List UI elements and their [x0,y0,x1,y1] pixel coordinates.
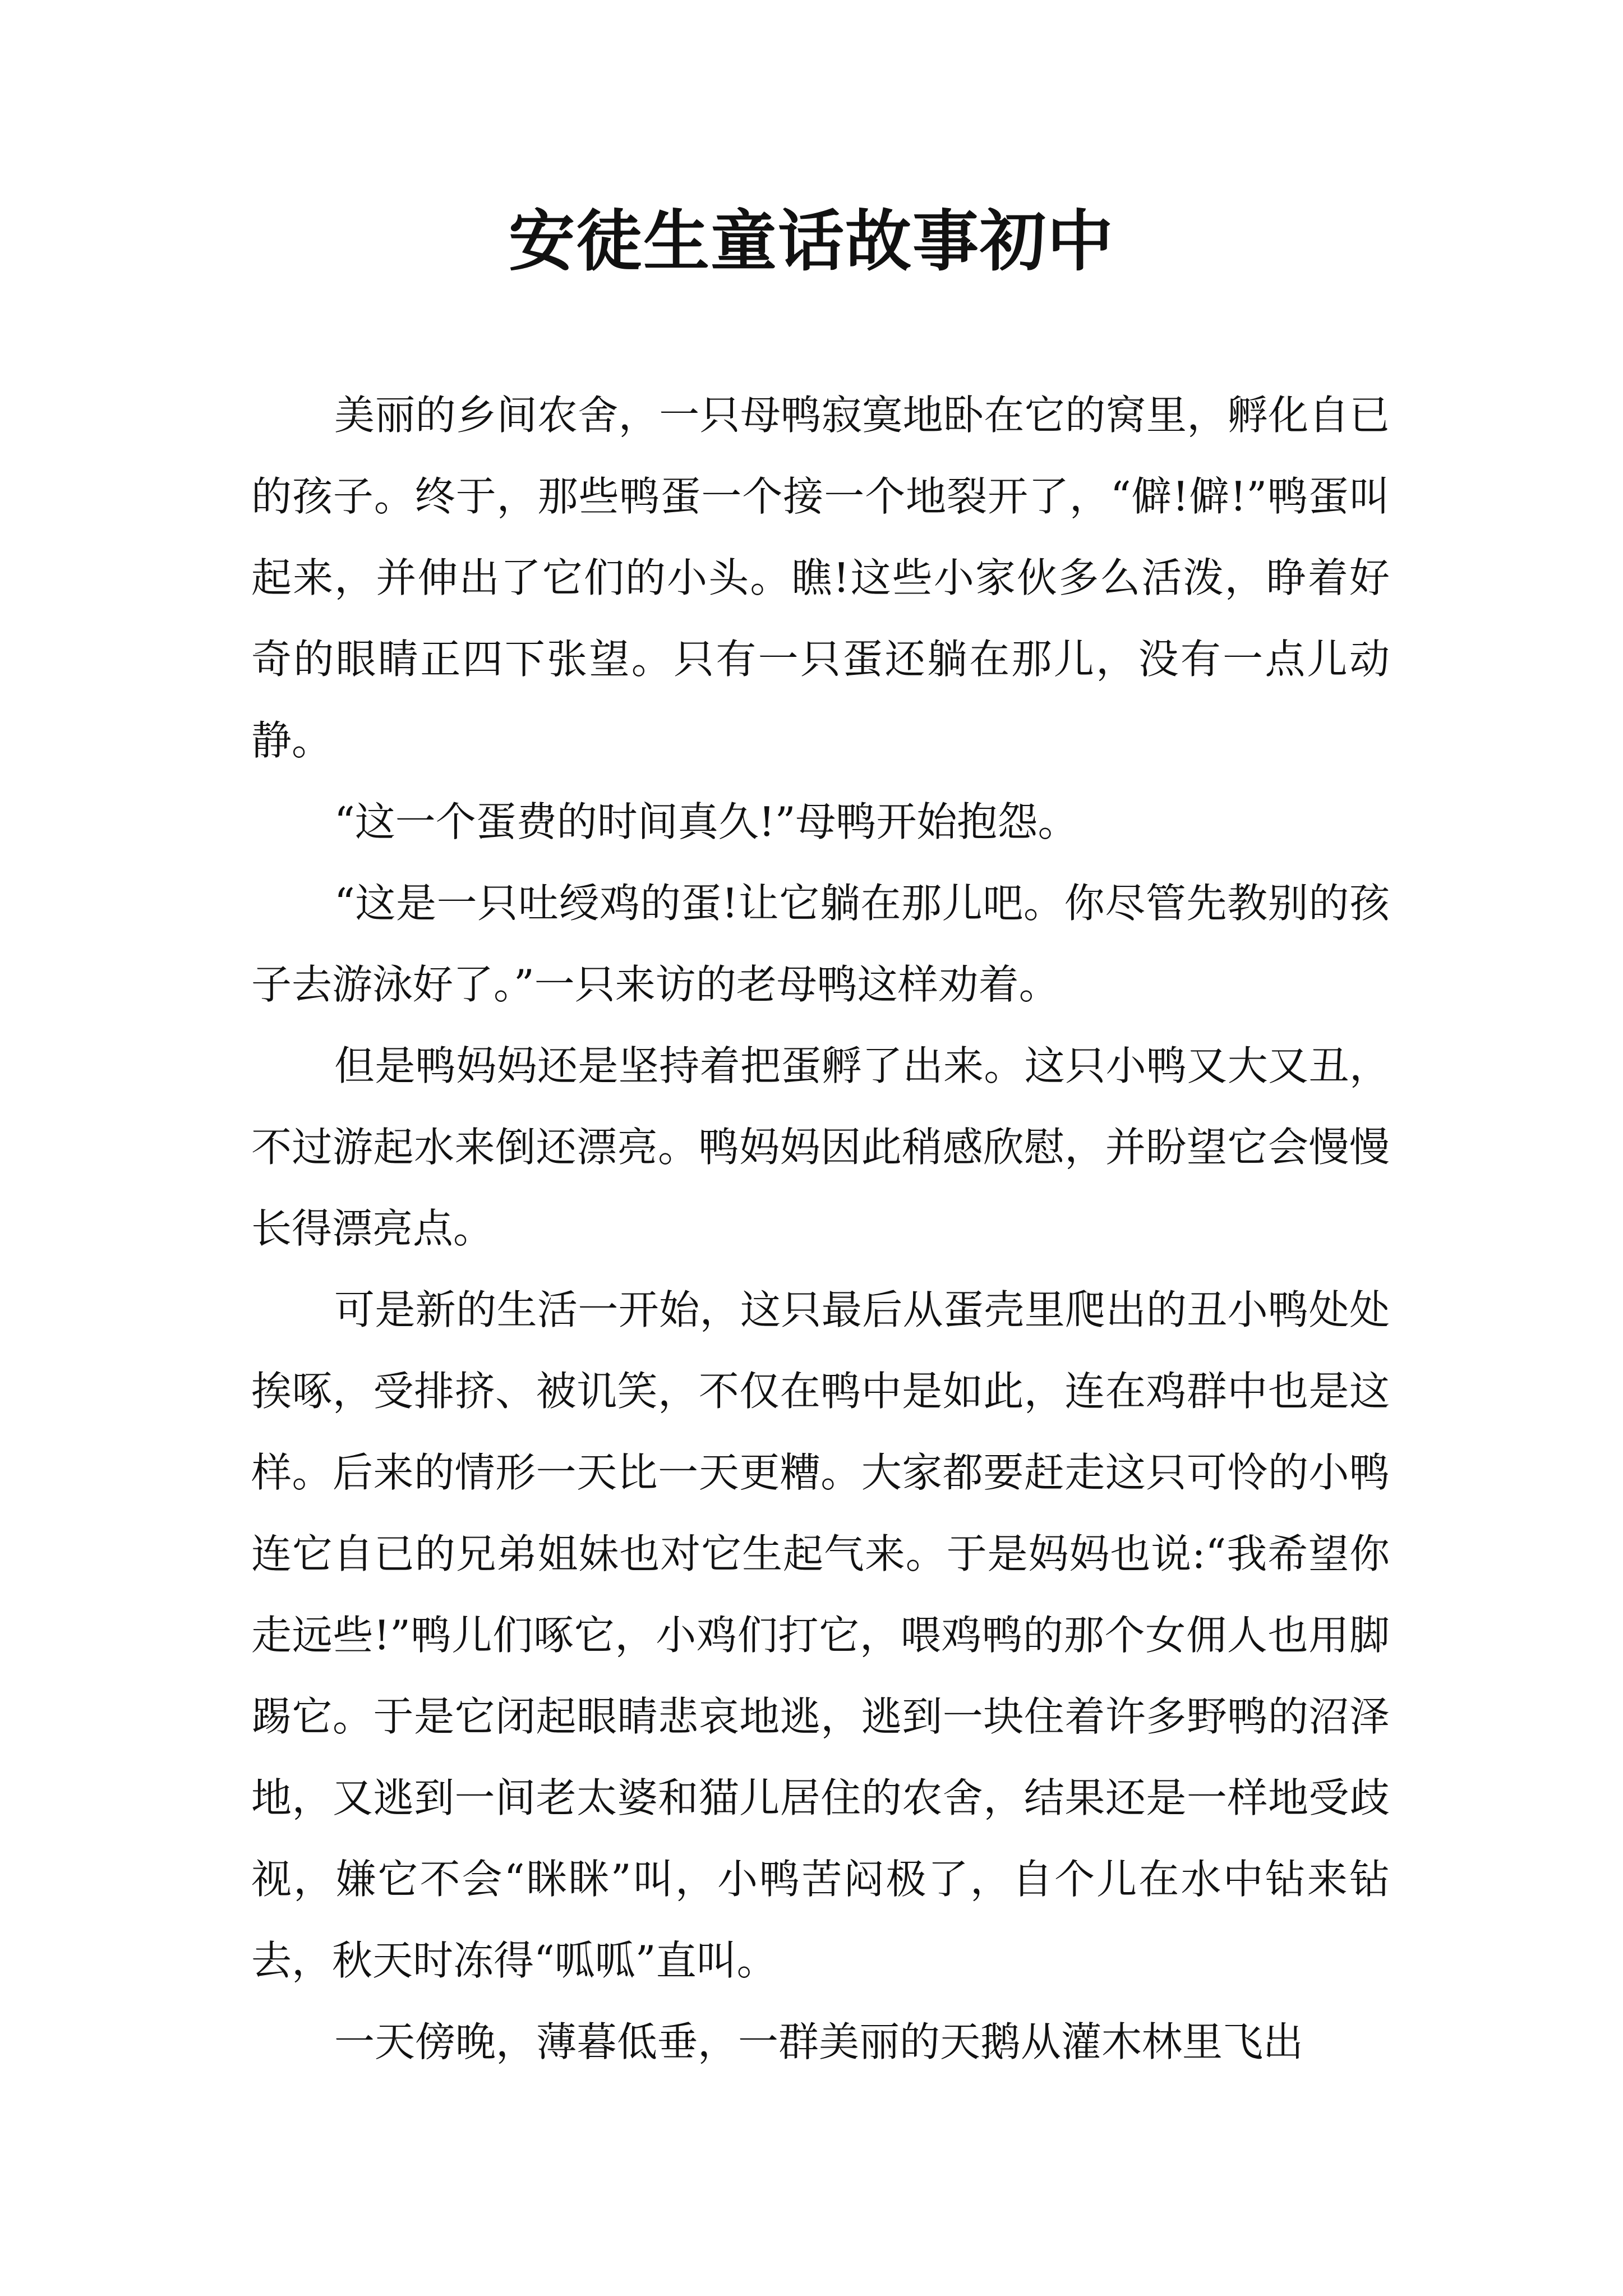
paragraph: 一天傍晚，薄暮低垂，一群美丽的天鹅从灌木林里飞出 [334,2018,1304,2065]
paragraph: 但是鸭妈妈还是坚持着把蛋孵了出来。这只小鸭又大又丑，不过游起水来倒还漂亮。鸭妈妈因此稍感欣慰，并盼望它会慢慢长得漂亮点。 [251,1042,1390,1252]
paragraph: “这是一只吐绶鸡的蛋!让它躺在那儿吧。你尽管先教别的孩子去游泳好了。”一只来访的老母鸭这样劝着。 [251,880,1390,1008]
paragraph: “这一个蛋费的时间真久!”母鸭开始抱怨。 [334,798,1078,845]
paragraph: 可是新的生活一开始，这只最后从蛋壳里爬出的丑小鸭处处挨啄，受排挤、被讥笑，不仅在鸭中是如此，连在鸡群中也是这样。后来的情形一天比一天更糟。大家都要赶走这只可怜的小鸭连它自已的兄弟姐妹也对它生起气来。于是妈妈也说:“我希望你走远些!”鸭儿们啄它，小鸡们打它，喂鸡鸭的那个女佣人也用脚踢它。于是它闭起眼睛悲哀地逃，逃到一块住着许多野鸭的沼泽地，又逃到一间老太婆和猫儿居住的农舍，结果还是一样地受歧视，嫌它不会“眯眯”叫，小鸭苦闷极了，自个儿在水中钻来钻去，秋天时冻得“呱呱”直叫。 [251,1286,1390,1984]
document-title: 安徒生童话故事初中 [508,202,1114,280]
paragraph: 美丽的乡间农舍，一只母鸭寂寞地卧在它的窝里，孵化自已的孩子。终于，那些鸭蛋一个接一个地裂开了，“僻!僻!”鸭蛋叫起来，并伸出了它们的小头。瞧!这些小家伙多么活泼，睁着好奇的眼睛正四下张望。只有一只蛋还躺在那儿，没有一点儿动静。 [251,392,1390,764]
document-body [251,375,1390,2083]
